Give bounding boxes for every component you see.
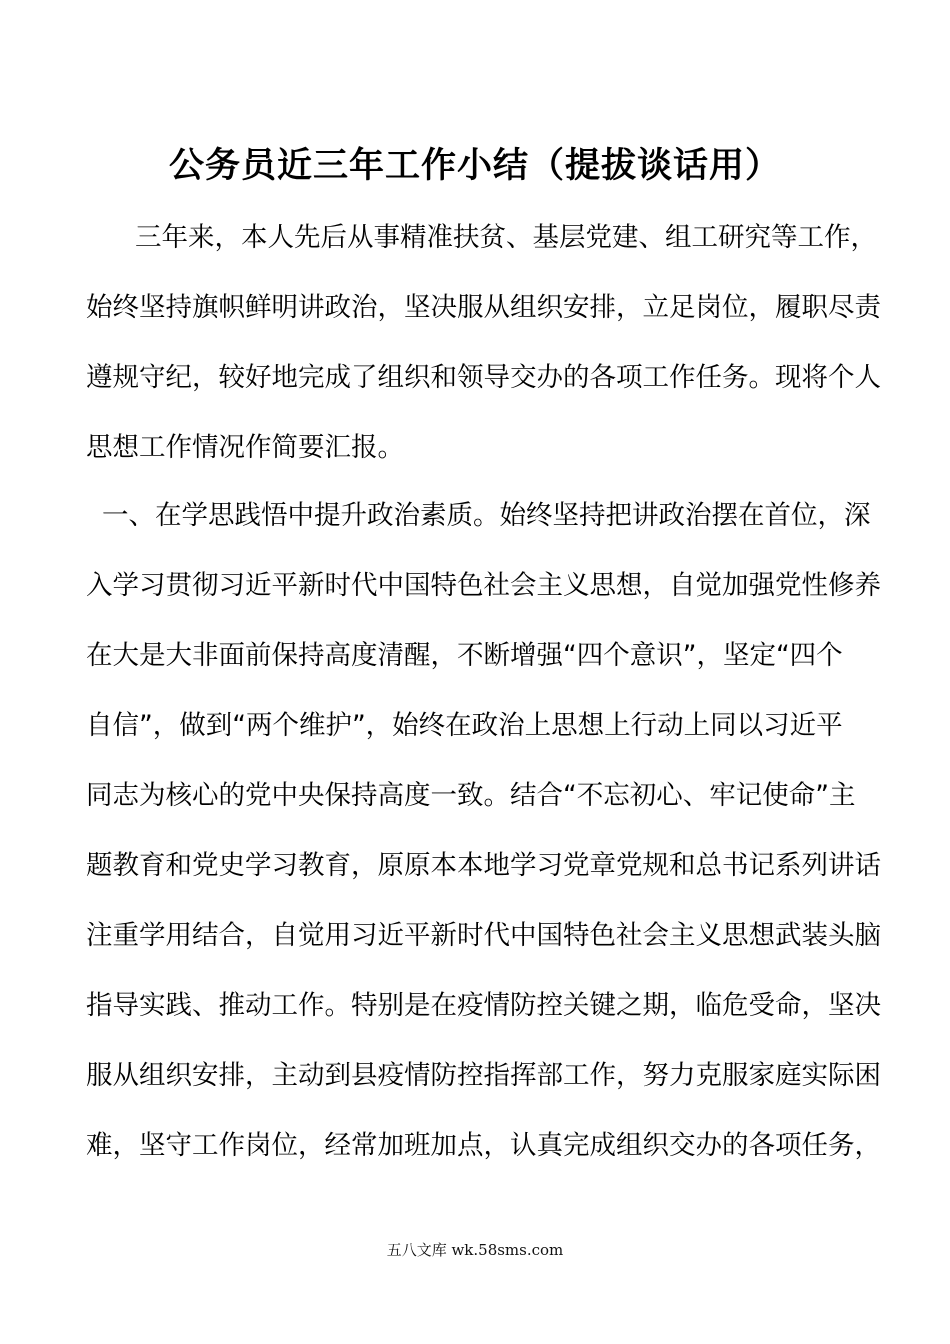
body-line-6: 入学习贯彻习近平新时代中国特色社会主义思想，自觉加强党性修养 <box>86 570 881 601</box>
body-line-4: 思想工作情况作简要汇报。 <box>86 432 404 463</box>
section-heading-line: 一、在学思践悟中提升政治素质。始终坚持把讲政治摆在首位，深 <box>102 500 871 531</box>
body-line-2: 始终坚持旗帜鲜明讲政治，坚决服从组织安排，立足岗位，履职尽责 <box>86 292 881 323</box>
body-line-1: 三年来，本人先后从事精准扶贫、基层党建、组工研究等工作， <box>135 222 877 253</box>
body-line-11: 注重学用结合，自觉用习近平新时代中国特色社会主义思想武装头脑 <box>86 920 881 951</box>
body-line-12: 指导实践、推动工作。特别是在疫情防控关键之期，临危受命，坚决 <box>86 990 881 1021</box>
body-line-8: 自信”，做到“两个维护”，始终在政治上思想上行动上同以习近平 <box>86 710 843 741</box>
body-line-9: 同志为核心的党中央保持高度一致。结合“不忘初心、牢记使命”主 <box>86 780 856 811</box>
body-line-14: 难，坚守工作岗位，经常加班加点，认真完成组织交办的各项任务， <box>86 1130 881 1161</box>
footer-watermark: 五八文库 wk.58sms.com <box>386 1241 564 1259</box>
body-line-3: 遵规守纪，较好地完成了组织和领导交办的各项工作任务。现将个人 <box>86 362 881 393</box>
body-line-13: 服从组织安排，主动到县疫情防控指挥部工作，努力克服家庭实际困 <box>86 1060 881 1091</box>
body-line-7: 在大是大非面前保持高度清醒，不断增强“四个意识”，坚定“四个 <box>86 640 843 671</box>
body-line-10: 题教育和党史学习教育，原原本本地学习党章党规和总书记系列讲话 <box>86 850 881 881</box>
document-title: 公务员近三年工作小结（提拔谈话用） <box>168 146 781 186</box>
